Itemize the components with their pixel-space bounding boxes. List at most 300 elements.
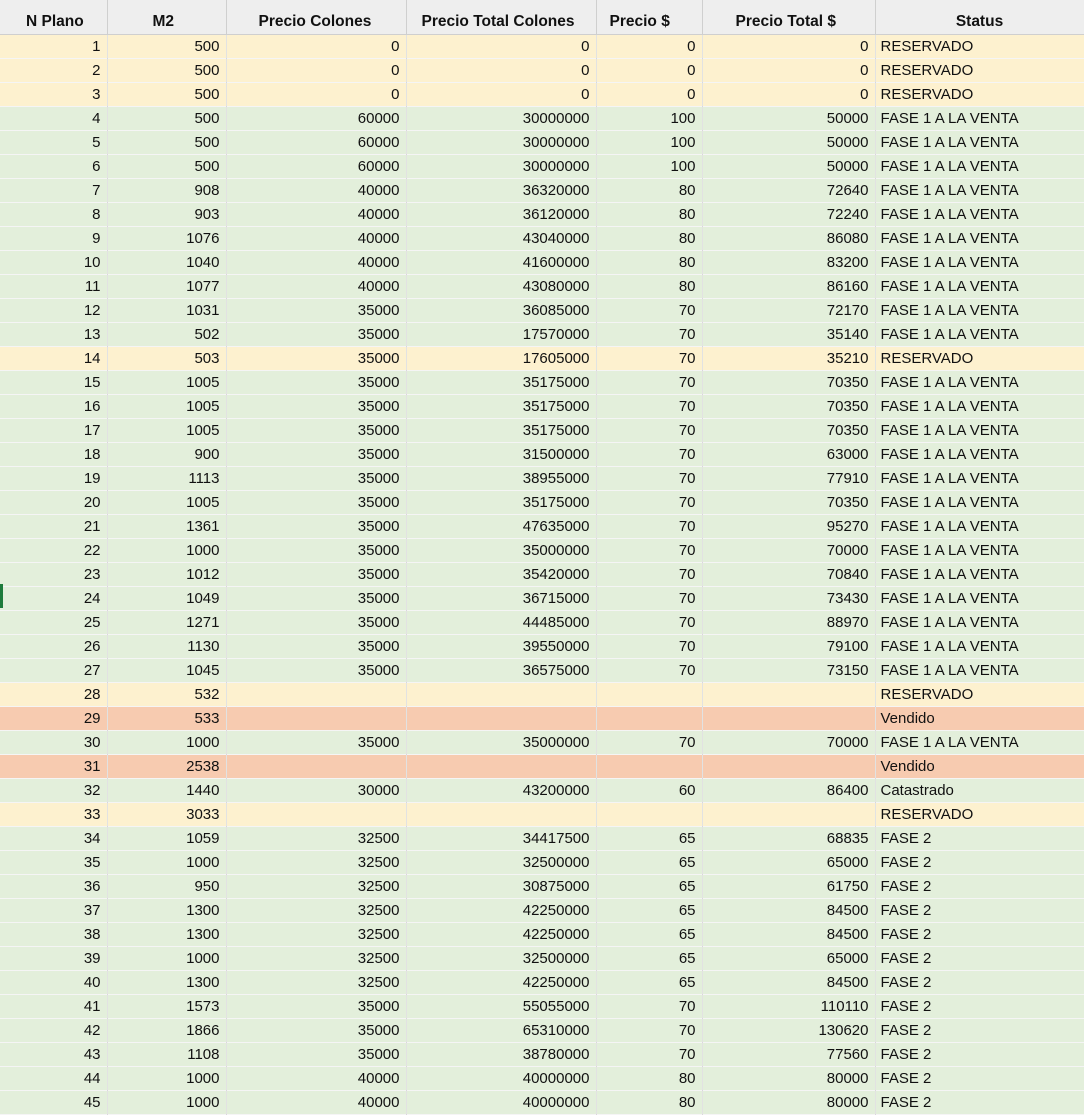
cell-m2[interactable]: 1000	[107, 1066, 226, 1090]
cell-precio-usd[interactable]: 70	[596, 562, 702, 586]
cell-precio-total-colones[interactable]: 42250000	[406, 970, 596, 994]
cell-precio-total-colones[interactable]	[406, 802, 596, 826]
cell-precio-colones[interactable]: 40000	[226, 274, 406, 298]
cell-status[interactable]: FASE 2	[875, 946, 1084, 970]
cell-precio-colones[interactable]: 35000	[226, 370, 406, 394]
cell-precio-colones[interactable]: 32500	[226, 850, 406, 874]
cell-precio-usd[interactable]: 80	[596, 1066, 702, 1090]
cell-precio-total-usd[interactable]: 50000	[702, 130, 875, 154]
cell-precio-total-usd[interactable]: 77560	[702, 1042, 875, 1066]
cell-precio-usd[interactable]: 80	[596, 178, 702, 202]
cell-precio-usd[interactable]: 70	[596, 466, 702, 490]
cell-precio-total-usd[interactable]: 0	[702, 34, 875, 58]
cell-precio-total-usd[interactable]: 63000	[702, 442, 875, 466]
cell-precio-total-colones[interactable]: 43040000	[406, 226, 596, 250]
header-m2[interactable]: M2	[107, 0, 226, 34]
cell-precio-colones[interactable]: 35000	[226, 466, 406, 490]
cell-precio-total-colones[interactable]: 65310000	[406, 1018, 596, 1042]
cell-precio-colones[interactable]: 35000	[226, 634, 406, 658]
cell-m2[interactable]: 1005	[107, 418, 226, 442]
cell-m2[interactable]: 1012	[107, 562, 226, 586]
cell-m2[interactable]: 1271	[107, 610, 226, 634]
cell-m2[interactable]: 1300	[107, 970, 226, 994]
cell-precio-total-usd[interactable]: 72170	[702, 298, 875, 322]
cell-status[interactable]: FASE 1 A LA VENTA	[875, 658, 1084, 682]
cell-m2[interactable]: 903	[107, 202, 226, 226]
cell-status[interactable]: FASE 1 A LA VENTA	[875, 274, 1084, 298]
cell-status[interactable]: FASE 2	[875, 826, 1084, 850]
cell-precio-total-usd[interactable]	[702, 682, 875, 706]
cell-status[interactable]: FASE 2	[875, 1090, 1084, 1114]
cell-status[interactable]: RESERVADO	[875, 34, 1084, 58]
cell-precio-total-usd[interactable]: 86160	[702, 274, 875, 298]
cell-n-plano[interactable]: 3	[0, 82, 107, 106]
cell-n-plano[interactable]: 31	[0, 754, 107, 778]
cell-precio-total-usd[interactable]: 95270	[702, 514, 875, 538]
cell-m2[interactable]: 532	[107, 682, 226, 706]
cell-status[interactable]: FASE 1 A LA VENTA	[875, 370, 1084, 394]
cell-precio-usd[interactable]: 65	[596, 898, 702, 922]
cell-status[interactable]: FASE 1 A LA VENTA	[875, 562, 1084, 586]
cell-precio-usd[interactable]: 80	[596, 226, 702, 250]
cell-precio-total-colones[interactable]: 40000000	[406, 1066, 596, 1090]
cell-n-plano[interactable]: 42	[0, 1018, 107, 1042]
cell-status[interactable]: RESERVADO	[875, 346, 1084, 370]
cell-precio-colones[interactable]: 35000	[226, 346, 406, 370]
cell-m2[interactable]: 500	[107, 58, 226, 82]
cell-precio-usd[interactable]: 0	[596, 58, 702, 82]
cell-precio-total-colones[interactable]: 32500000	[406, 946, 596, 970]
cell-precio-total-colones[interactable]: 39550000	[406, 634, 596, 658]
cell-status[interactable]: FASE 1 A LA VENTA	[875, 586, 1084, 610]
header-precio-usd[interactable]: Precio $	[596, 0, 702, 34]
cell-precio-total-usd[interactable]: 83200	[702, 250, 875, 274]
cell-precio-usd[interactable]: 60	[596, 778, 702, 802]
cell-precio-colones[interactable]: 35000	[226, 538, 406, 562]
cell-precio-total-colones[interactable]: 43200000	[406, 778, 596, 802]
cell-m2[interactable]: 1049	[107, 586, 226, 610]
cell-precio-colones[interactable]	[226, 802, 406, 826]
cell-precio-total-colones[interactable]: 44485000	[406, 610, 596, 634]
cell-n-plano[interactable]: 18	[0, 442, 107, 466]
cell-precio-total-usd[interactable]: 70000	[702, 538, 875, 562]
cell-n-plano[interactable]: 36	[0, 874, 107, 898]
cell-precio-usd[interactable]: 65	[596, 874, 702, 898]
cell-precio-total-colones[interactable]: 35175000	[406, 418, 596, 442]
cell-precio-usd[interactable]: 0	[596, 82, 702, 106]
cell-precio-total-usd[interactable]: 73150	[702, 658, 875, 682]
cell-status[interactable]: FASE 1 A LA VENTA	[875, 490, 1084, 514]
cell-status[interactable]: RESERVADO	[875, 82, 1084, 106]
cell-precio-total-usd[interactable]	[702, 754, 875, 778]
cell-precio-colones[interactable]: 32500	[226, 970, 406, 994]
cell-precio-usd[interactable]: 70	[596, 370, 702, 394]
cell-n-plano[interactable]: 22	[0, 538, 107, 562]
cell-precio-usd[interactable]: 100	[596, 106, 702, 130]
cell-precio-total-colones[interactable]: 0	[406, 82, 596, 106]
cell-precio-colones[interactable]: 35000	[226, 418, 406, 442]
cell-status[interactable]: FASE 1 A LA VENTA	[875, 106, 1084, 130]
cell-m2[interactable]: 1000	[107, 946, 226, 970]
cell-precio-colones[interactable]: 35000	[226, 442, 406, 466]
cell-m2[interactable]: 1000	[107, 730, 226, 754]
cell-precio-usd[interactable]	[596, 706, 702, 730]
cell-status[interactable]: FASE 2	[875, 1066, 1084, 1090]
cell-precio-total-colones[interactable]: 17570000	[406, 322, 596, 346]
cell-m2[interactable]: 1077	[107, 274, 226, 298]
cell-precio-total-usd[interactable]: 130620	[702, 1018, 875, 1042]
cell-precio-total-usd[interactable]: 86080	[702, 226, 875, 250]
cell-status[interactable]: FASE 2	[875, 922, 1084, 946]
cell-status[interactable]: FASE 1 A LA VENTA	[875, 418, 1084, 442]
cell-status[interactable]: FASE 2	[875, 874, 1084, 898]
cell-precio-total-colones[interactable]	[406, 706, 596, 730]
cell-n-plano[interactable]: 23	[0, 562, 107, 586]
cell-m2[interactable]: 1005	[107, 490, 226, 514]
cell-precio-usd[interactable]: 65	[596, 946, 702, 970]
cell-m2[interactable]: 1076	[107, 226, 226, 250]
cell-status[interactable]: FASE 2	[875, 1042, 1084, 1066]
cell-precio-total-colones[interactable]	[406, 682, 596, 706]
cell-n-plano[interactable]: 7	[0, 178, 107, 202]
cell-precio-total-usd[interactable]: 84500	[702, 898, 875, 922]
cell-status[interactable]: FASE 1 A LA VENTA	[875, 250, 1084, 274]
cell-n-plano[interactable]: 32	[0, 778, 107, 802]
cell-precio-colones[interactable]: 35000	[226, 298, 406, 322]
cell-precio-total-colones[interactable]: 32500000	[406, 850, 596, 874]
cell-m2[interactable]: 1059	[107, 826, 226, 850]
cell-precio-total-colones[interactable]: 35000000	[406, 538, 596, 562]
cell-n-plano[interactable]: 25	[0, 610, 107, 634]
cell-m2[interactable]: 900	[107, 442, 226, 466]
cell-m2[interactable]: 1440	[107, 778, 226, 802]
cell-precio-colones[interactable]: 35000	[226, 658, 406, 682]
cell-precio-usd[interactable]: 100	[596, 130, 702, 154]
cell-m2[interactable]: 502	[107, 322, 226, 346]
cell-status[interactable]: FASE 1 A LA VENTA	[875, 538, 1084, 562]
cell-precio-colones[interactable]: 40000	[226, 202, 406, 226]
cell-precio-total-usd[interactable]: 80000	[702, 1090, 875, 1114]
cell-n-plano[interactable]: 4	[0, 106, 107, 130]
cell-m2[interactable]: 1866	[107, 1018, 226, 1042]
cell-n-plano[interactable]: 19	[0, 466, 107, 490]
cell-m2[interactable]: 1113	[107, 466, 226, 490]
cell-n-plano[interactable]: 33	[0, 802, 107, 826]
cell-m2[interactable]: 500	[107, 82, 226, 106]
cell-n-plano[interactable]: 34	[0, 826, 107, 850]
cell-precio-total-usd[interactable]: 68835	[702, 826, 875, 850]
cell-precio-usd[interactable]: 70	[596, 514, 702, 538]
cell-precio-colones[interactable]: 35000	[226, 394, 406, 418]
cell-precio-total-usd[interactable]: 70350	[702, 418, 875, 442]
cell-n-plano[interactable]: 44	[0, 1066, 107, 1090]
cell-precio-colones[interactable]: 0	[226, 34, 406, 58]
cell-m2[interactable]: 1040	[107, 250, 226, 274]
cell-precio-usd[interactable]: 70	[596, 322, 702, 346]
cell-precio-colones[interactable]: 0	[226, 58, 406, 82]
cell-precio-total-colones[interactable]: 0	[406, 58, 596, 82]
cell-n-plano[interactable]: 40	[0, 970, 107, 994]
cell-precio-colones[interactable]	[226, 682, 406, 706]
cell-precio-usd[interactable]: 70	[596, 610, 702, 634]
cell-m2[interactable]: 1000	[107, 538, 226, 562]
cell-precio-usd[interactable]: 70	[596, 586, 702, 610]
cell-m2[interactable]: 908	[107, 178, 226, 202]
cell-precio-colones[interactable]: 35000	[226, 994, 406, 1018]
cell-m2[interactable]: 1000	[107, 850, 226, 874]
cell-precio-usd[interactable]	[596, 754, 702, 778]
cell-m2[interactable]: 1130	[107, 634, 226, 658]
cell-status[interactable]: FASE 1 A LA VENTA	[875, 202, 1084, 226]
cell-precio-total-usd[interactable]: 77910	[702, 466, 875, 490]
cell-precio-usd[interactable]: 80	[596, 1090, 702, 1114]
cell-status[interactable]: Catastrado	[875, 778, 1084, 802]
cell-precio-colones[interactable]: 32500	[226, 874, 406, 898]
cell-precio-colones[interactable]: 0	[226, 82, 406, 106]
cell-precio-colones[interactable]	[226, 706, 406, 730]
cell-precio-total-colones[interactable]: 35420000	[406, 562, 596, 586]
cell-precio-usd[interactable]: 70	[596, 418, 702, 442]
cell-status[interactable]: FASE 1 A LA VENTA	[875, 514, 1084, 538]
cell-precio-colones[interactable]: 32500	[226, 922, 406, 946]
cell-status[interactable]: FASE 2	[875, 850, 1084, 874]
cell-precio-colones[interactable]: 40000	[226, 1090, 406, 1114]
header-precio-colones[interactable]: Precio Colones	[226, 0, 406, 34]
cell-precio-colones[interactable]: 32500	[226, 826, 406, 850]
cell-m2[interactable]: 500	[107, 106, 226, 130]
cell-precio-colones[interactable]: 35000	[226, 610, 406, 634]
cell-precio-colones[interactable]: 40000	[226, 178, 406, 202]
cell-precio-total-usd[interactable]: 70840	[702, 562, 875, 586]
cell-n-plano[interactable]: 35	[0, 850, 107, 874]
cell-status[interactable]: FASE 2	[875, 1018, 1084, 1042]
cell-precio-total-colones[interactable]: 38955000	[406, 466, 596, 490]
cell-precio-total-usd[interactable]: 35210	[702, 346, 875, 370]
cell-precio-total-usd[interactable]: 50000	[702, 154, 875, 178]
cell-precio-colones[interactable]: 35000	[226, 322, 406, 346]
cell-n-plano[interactable]: 6	[0, 154, 107, 178]
cell-status[interactable]: FASE 1 A LA VENTA	[875, 226, 1084, 250]
cell-precio-total-colones[interactable]: 35175000	[406, 490, 596, 514]
cell-status[interactable]: FASE 1 A LA VENTA	[875, 322, 1084, 346]
cell-precio-total-colones[interactable]: 42250000	[406, 898, 596, 922]
cell-precio-usd[interactable]: 100	[596, 154, 702, 178]
cell-precio-total-colones[interactable]	[406, 754, 596, 778]
header-n-plano[interactable]: N Plano	[0, 0, 107, 34]
cell-n-plano[interactable]: 14	[0, 346, 107, 370]
cell-m2[interactable]: 500	[107, 34, 226, 58]
cell-precio-usd[interactable]: 70	[596, 1018, 702, 1042]
cell-status[interactable]: FASE 1 A LA VENTA	[875, 466, 1084, 490]
cell-precio-colones[interactable]: 35000	[226, 730, 406, 754]
cell-precio-colones[interactable]: 60000	[226, 106, 406, 130]
cell-precio-total-usd[interactable]: 86400	[702, 778, 875, 802]
cell-status[interactable]: FASE 2	[875, 970, 1084, 994]
header-status[interactable]: Status	[875, 0, 1084, 34]
cell-status[interactable]: FASE 1 A LA VENTA	[875, 130, 1084, 154]
cell-m2[interactable]: 1031	[107, 298, 226, 322]
cell-precio-total-usd[interactable]: 70000	[702, 730, 875, 754]
cell-precio-total-colones[interactable]: 40000000	[406, 1090, 596, 1114]
cell-m2[interactable]: 1573	[107, 994, 226, 1018]
cell-precio-total-colones[interactable]: 36120000	[406, 202, 596, 226]
cell-precio-total-usd[interactable]: 0	[702, 58, 875, 82]
cell-precio-usd[interactable]: 70	[596, 994, 702, 1018]
cell-precio-total-colones[interactable]: 36715000	[406, 586, 596, 610]
cell-n-plano[interactable]: 41	[0, 994, 107, 1018]
cell-precio-colones[interactable]: 35000	[226, 1042, 406, 1066]
cell-precio-total-colones[interactable]: 0	[406, 34, 596, 58]
cell-status[interactable]: FASE 1 A LA VENTA	[875, 178, 1084, 202]
cell-precio-colones[interactable]	[226, 754, 406, 778]
cell-n-plano[interactable]: 29	[0, 706, 107, 730]
cell-precio-total-usd[interactable]: 70350	[702, 490, 875, 514]
cell-status[interactable]: FASE 1 A LA VENTA	[875, 394, 1084, 418]
cell-n-plano[interactable]: 28	[0, 682, 107, 706]
cell-precio-colones[interactable]: 32500	[226, 946, 406, 970]
cell-precio-usd[interactable]: 65	[596, 850, 702, 874]
cell-n-plano[interactable]: 10	[0, 250, 107, 274]
cell-status[interactable]: FASE 1 A LA VENTA	[875, 442, 1084, 466]
cell-m2[interactable]: 2538	[107, 754, 226, 778]
cell-m2[interactable]: 500	[107, 154, 226, 178]
cell-n-plano[interactable]: 26	[0, 634, 107, 658]
cell-n-plano[interactable]: 8	[0, 202, 107, 226]
cell-precio-total-usd[interactable]: 35140	[702, 322, 875, 346]
cell-status[interactable]: RESERVADO	[875, 802, 1084, 826]
cell-precio-usd[interactable]: 70	[596, 442, 702, 466]
cell-precio-total-usd[interactable]: 65000	[702, 946, 875, 970]
cell-precio-usd[interactable]: 70	[596, 538, 702, 562]
cell-status[interactable]: RESERVADO	[875, 682, 1084, 706]
cell-status[interactable]: FASE 1 A LA VENTA	[875, 298, 1084, 322]
cell-precio-usd[interactable]: 70	[596, 490, 702, 514]
header-precio-total-usd[interactable]: Precio Total $	[702, 0, 875, 34]
cell-precio-colones[interactable]: 35000	[226, 1018, 406, 1042]
cell-precio-total-colones[interactable]: 36320000	[406, 178, 596, 202]
cell-n-plano[interactable]: 45	[0, 1090, 107, 1114]
cell-precio-usd[interactable]: 70	[596, 394, 702, 418]
cell-status[interactable]: FASE 2	[875, 898, 1084, 922]
cell-n-plano[interactable]: 9	[0, 226, 107, 250]
cell-precio-colones[interactable]: 40000	[226, 226, 406, 250]
cell-n-plano[interactable]: 27	[0, 658, 107, 682]
cell-precio-total-usd[interactable]	[702, 706, 875, 730]
cell-precio-total-colones[interactable]: 35000000	[406, 730, 596, 754]
cell-status[interactable]: Vendido	[875, 706, 1084, 730]
cell-precio-usd[interactable]: 70	[596, 730, 702, 754]
cell-m2[interactable]: 500	[107, 130, 226, 154]
cell-precio-total-usd[interactable]: 84500	[702, 970, 875, 994]
cell-status[interactable]: FASE 1 A LA VENTA	[875, 610, 1084, 634]
cell-n-plano[interactable]: 12	[0, 298, 107, 322]
cell-m2[interactable]: 1005	[107, 370, 226, 394]
cell-m2[interactable]: 1300	[107, 922, 226, 946]
cell-precio-usd[interactable]	[596, 802, 702, 826]
cell-precio-colones[interactable]: 35000	[226, 490, 406, 514]
cell-precio-total-colones[interactable]: 35175000	[406, 370, 596, 394]
cell-n-plano[interactable]: 43	[0, 1042, 107, 1066]
cell-m2[interactable]: 503	[107, 346, 226, 370]
cell-precio-usd[interactable]: 80	[596, 250, 702, 274]
cell-m2[interactable]: 1005	[107, 394, 226, 418]
cell-precio-total-usd[interactable]: 72640	[702, 178, 875, 202]
cell-m2[interactable]: 3033	[107, 802, 226, 826]
header-precio-total-colones[interactable]: Precio Total Colones	[406, 0, 596, 34]
cell-status[interactable]: RESERVADO	[875, 58, 1084, 82]
cell-n-plano[interactable]: 2	[0, 58, 107, 82]
cell-precio-total-usd[interactable]: 70350	[702, 370, 875, 394]
cell-precio-usd[interactable]: 80	[596, 274, 702, 298]
cell-precio-total-colones[interactable]: 30000000	[406, 130, 596, 154]
cell-precio-total-colones[interactable]: 43080000	[406, 274, 596, 298]
cell-precio-total-usd[interactable]: 72240	[702, 202, 875, 226]
cell-n-plano[interactable]: 15	[0, 370, 107, 394]
cell-m2[interactable]: 533	[107, 706, 226, 730]
cell-precio-usd[interactable]: 70	[596, 298, 702, 322]
cell-precio-total-colones[interactable]: 55055000	[406, 994, 596, 1018]
cell-n-plano[interactable]: 11	[0, 274, 107, 298]
cell-precio-usd[interactable]: 80	[596, 202, 702, 226]
cell-precio-total-colones[interactable]: 36085000	[406, 298, 596, 322]
cell-n-plano[interactable]: 38	[0, 922, 107, 946]
cell-precio-total-colones[interactable]: 30875000	[406, 874, 596, 898]
cell-precio-colones[interactable]: 32500	[226, 898, 406, 922]
cell-m2[interactable]: 950	[107, 874, 226, 898]
cell-status[interactable]: FASE 1 A LA VENTA	[875, 634, 1084, 658]
cell-precio-total-usd[interactable]: 61750	[702, 874, 875, 898]
cell-status[interactable]: FASE 2	[875, 994, 1084, 1018]
cell-precio-total-usd[interactable]: 70350	[702, 394, 875, 418]
cell-precio-usd[interactable]: 70	[596, 1042, 702, 1066]
cell-precio-usd[interactable]: 70	[596, 346, 702, 370]
cell-precio-total-colones[interactable]: 17605000	[406, 346, 596, 370]
cell-precio-total-colones[interactable]: 38780000	[406, 1042, 596, 1066]
cell-status[interactable]: Vendido	[875, 754, 1084, 778]
cell-precio-usd[interactable]: 0	[596, 34, 702, 58]
cell-precio-total-usd[interactable]: 0	[702, 82, 875, 106]
cell-precio-colones[interactable]: 60000	[226, 154, 406, 178]
cell-precio-total-usd[interactable]: 73430	[702, 586, 875, 610]
cell-n-plano[interactable]: 24	[0, 586, 107, 610]
cell-precio-usd[interactable]: 70	[596, 634, 702, 658]
cell-precio-total-usd[interactable]: 50000	[702, 106, 875, 130]
cell-precio-total-colones[interactable]: 30000000	[406, 154, 596, 178]
cell-m2[interactable]: 1045	[107, 658, 226, 682]
cell-n-plano[interactable]: 1	[0, 34, 107, 58]
cell-precio-colones[interactable]: 40000	[226, 250, 406, 274]
cell-precio-colones[interactable]: 35000	[226, 514, 406, 538]
cell-precio-usd[interactable]: 65	[596, 922, 702, 946]
cell-precio-total-usd[interactable]: 84500	[702, 922, 875, 946]
cell-precio-total-colones[interactable]: 41600000	[406, 250, 596, 274]
cell-precio-total-usd[interactable]: 65000	[702, 850, 875, 874]
cell-n-plano[interactable]: 5	[0, 130, 107, 154]
cell-precio-usd[interactable]: 70	[596, 658, 702, 682]
cell-precio-total-usd[interactable]	[702, 802, 875, 826]
cell-n-plano[interactable]: 39	[0, 946, 107, 970]
cell-status[interactable]: FASE 1 A LA VENTA	[875, 154, 1084, 178]
cell-precio-total-usd[interactable]: 88970	[702, 610, 875, 634]
cell-n-plano[interactable]: 20	[0, 490, 107, 514]
cell-precio-total-usd[interactable]: 80000	[702, 1066, 875, 1090]
cell-precio-total-colones[interactable]: 35175000	[406, 394, 596, 418]
cell-precio-total-colones[interactable]: 31500000	[406, 442, 596, 466]
cell-n-plano[interactable]: 13	[0, 322, 107, 346]
cell-precio-usd[interactable]	[596, 682, 702, 706]
cell-precio-total-colones[interactable]: 34417500	[406, 826, 596, 850]
cell-m2[interactable]: 1300	[107, 898, 226, 922]
